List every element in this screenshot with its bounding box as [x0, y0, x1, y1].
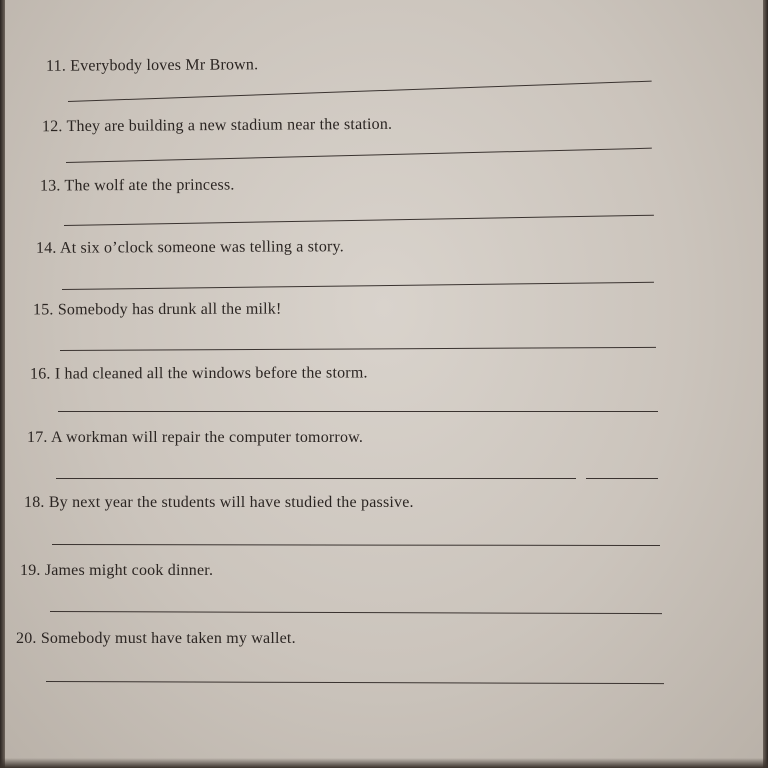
- question-text: Somebody must have taken my wallet.: [40, 630, 296, 647]
- question-number: 13.: [39, 177, 61, 195]
- question-text: Somebody has drunk all the milk!: [57, 300, 282, 319]
- answer-line-17-extension[interactable]: [586, 478, 658, 479]
- answer-line-16[interactable]: [58, 411, 658, 412]
- question-number: 20.: [16, 630, 37, 647]
- answer-line-20[interactable]: [46, 681, 664, 684]
- question-18: [24, 494, 414, 512]
- page-shadow-bottom: [0, 758, 768, 768]
- answer-line-13[interactable]: [64, 215, 654, 226]
- question-text: By next year the students will have studied the passive.: [48, 494, 414, 511]
- question-text: The wolf ate the princess.: [64, 176, 235, 195]
- page-shadow-left: [0, 0, 5, 768]
- answer-line-17[interactable]: [56, 478, 576, 479]
- question-12: [42, 116, 392, 136]
- question-number: 19.: [20, 562, 41, 579]
- question-text: A workman will repair the computer tomorrow.: [50, 429, 364, 446]
- question-13: [40, 176, 235, 195]
- answer-line-15[interactable]: [60, 347, 656, 351]
- question-text: I had cleaned all the windows before the storm.: [54, 364, 368, 383]
- question-19: [20, 562, 213, 580]
- answer-line-19[interactable]: [50, 611, 662, 614]
- question-number: 16.: [29, 365, 51, 383]
- answer-line-11[interactable]: [68, 81, 652, 102]
- question-number: 18.: [24, 494, 45, 511]
- question-text: At six o’clock someone was telling a story.: [59, 238, 344, 257]
- answer-line-18[interactable]: [52, 544, 660, 546]
- answer-line-12[interactable]: [66, 148, 652, 163]
- question-15: [33, 301, 282, 320]
- question-11: [46, 56, 258, 75]
- question-number: 11.: [45, 57, 67, 75]
- question-number: 15.: [32, 301, 54, 319]
- question-14: [36, 238, 344, 258]
- question-text: Everybody loves Mr Brown.: [70, 56, 259, 75]
- question-17: [27, 429, 363, 447]
- question-20: [16, 630, 296, 648]
- answer-line-14[interactable]: [62, 282, 654, 290]
- question-number: 14.: [35, 239, 57, 257]
- page-shadow-right: [763, 0, 768, 768]
- question-text: James might cook dinner.: [44, 562, 214, 579]
- question-text: They are building a new stadium near the station.: [66, 115, 393, 136]
- question-number: 17.: [27, 429, 48, 446]
- question-16: [30, 364, 368, 383]
- question-number: 12.: [41, 118, 63, 136]
